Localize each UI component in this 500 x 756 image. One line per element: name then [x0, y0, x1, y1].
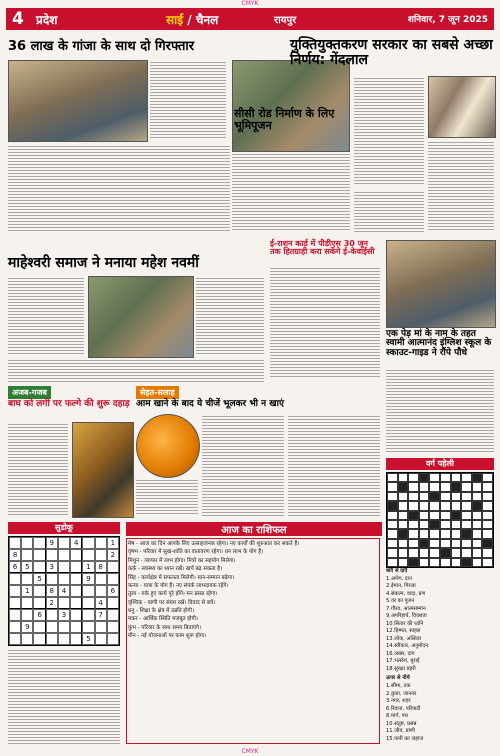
crossword-cell [398, 482, 409, 491]
crossword-cell [419, 492, 430, 501]
sudoku-cell: 9 [46, 537, 58, 549]
sudoku-cell [58, 621, 70, 633]
crossword-clue: 6.रिवाज, परिपाटी [386, 705, 421, 712]
sudoku-cell [33, 597, 45, 609]
body-bhumipujan [232, 152, 350, 232]
sudoku-cell [21, 609, 33, 621]
body-maheshwari-1 [8, 276, 84, 356]
headline-maheshwari: माहेश्वरी समाज ने मनाया महेश नवमीं [8, 255, 199, 271]
crossword-cell [451, 482, 462, 491]
sudoku-cell: 8 [95, 561, 107, 573]
crossword-cell [482, 501, 493, 510]
crossword-cell [419, 529, 430, 538]
sudoku-cell [33, 585, 45, 597]
crossword-cell [472, 529, 483, 538]
crossword-cell [472, 473, 483, 482]
sudoku-cell [46, 549, 58, 561]
sudoku-cell: 6 [33, 609, 45, 621]
crossword-cell [472, 511, 483, 520]
section-title: प्रदेश [36, 13, 58, 27]
page-header [6, 8, 494, 30]
crossword-cell [461, 520, 472, 529]
sudoku-cell [95, 621, 107, 633]
crossword-cell [387, 558, 398, 567]
crossword-cell [408, 482, 419, 491]
photo-bhumipujan [232, 60, 350, 152]
body-yuktiyuktakaran-1 [354, 76, 424, 186]
crossword-cell [482, 492, 493, 501]
crossword-cell [419, 511, 430, 520]
crossword-cell [398, 548, 409, 557]
crossword-cell [387, 511, 398, 520]
print-mark-bottom: CMYK [241, 748, 259, 755]
sudoku-grid [8, 536, 120, 646]
crossword-cell [482, 558, 493, 567]
body-health-3 [136, 478, 198, 516]
rashifal-entry: मिथुन - व्यापार में लाभ होगा। मित्रों का सहयोग मिलेगा। [128, 557, 236, 564]
body-health-1 [202, 414, 284, 516]
crossword-cell [440, 511, 451, 520]
crossword-cell [440, 548, 451, 557]
crossword-cell [440, 558, 451, 567]
crossword-cell [429, 511, 440, 520]
crossword-cell [429, 492, 440, 501]
crossword-clue: 11.जीव, प्राणी [386, 728, 416, 735]
sudoku-cell: 5 [33, 573, 45, 585]
body-yuktiyuktakaran-3 [354, 190, 424, 232]
sudoku-cell [82, 597, 94, 609]
label-ajab-gajab: अजब-गजब [8, 386, 51, 399]
crossword-clue: 18.सुरक्षा प्रहरी [386, 665, 416, 672]
sudoku-cell: 2 [46, 597, 58, 609]
crossword-cell [429, 501, 440, 510]
sudoku-cell: 6 [107, 585, 119, 597]
sudoku-cell [70, 549, 82, 561]
sudoku-cell: 9 [82, 573, 94, 585]
crossword-grid [386, 472, 494, 568]
crossword-clue: 12.हिम्मत, साहस [386, 628, 421, 635]
brand-part-b: चैनल [195, 13, 219, 27]
rashifal-entry: मकर - आर्थिक स्थिति मजबूत होगी। [128, 616, 198, 623]
sudoku-cell: 5 [21, 561, 33, 573]
sudoku-cell: 3 [58, 609, 70, 621]
crossword-cell [408, 473, 419, 482]
sudoku-cell [107, 621, 119, 633]
sudoku-cell [70, 609, 82, 621]
crossword-cell [387, 520, 398, 529]
sudoku-cell [21, 633, 33, 645]
crossword-cell [387, 473, 398, 482]
photo-gendlal [428, 76, 496, 138]
crossword-cell [440, 529, 451, 538]
sudoku-cell: 7 [95, 609, 107, 621]
crossword-cell [387, 482, 398, 491]
crossword-cell [482, 520, 493, 529]
sudoku-cell [33, 561, 45, 573]
crossword-clue: 2.ईमान, गिरजा [386, 583, 416, 590]
crossword-clue: 7.गौरव, आत्मसम्मान [386, 605, 426, 612]
crossword-cell [429, 539, 440, 548]
crossword-cell [408, 501, 419, 510]
sudoku-cell [82, 621, 94, 633]
crossword-cell [440, 482, 451, 491]
crossword-cell [440, 492, 451, 501]
print-mark-top: CMYK [241, 0, 259, 7]
crossword-cell [408, 529, 419, 538]
sudoku-cell: 8 [46, 585, 58, 597]
body-ganja-side [150, 60, 226, 140]
issue-date: शनिवार, 7 जून 2025 [407, 15, 488, 25]
sudoku-cell [46, 573, 58, 585]
photo-maheshwari [88, 276, 194, 358]
crossword-cell [451, 473, 462, 482]
crossword-cell [461, 548, 472, 557]
crossword-cell [398, 511, 409, 520]
crossword-cell [472, 558, 483, 567]
sudoku-cell: 5 [82, 633, 94, 645]
crossword-clue: 13.लोक, अस्तित्व [386, 635, 421, 642]
sudoku-cell [33, 633, 45, 645]
sudoku-cell [9, 633, 21, 645]
sudoku-cell [82, 537, 94, 549]
crossword-cell [440, 539, 451, 548]
crossword-cell [482, 529, 493, 538]
crossword-cell [440, 473, 451, 482]
rashifal-list [126, 538, 380, 744]
crossword-cell [461, 473, 472, 482]
crossword-cell [461, 482, 472, 491]
crossword-cell [451, 511, 462, 520]
crossword-cell [408, 558, 419, 567]
sudoku-cell [107, 609, 119, 621]
sudoku-cell [107, 597, 119, 609]
sudoku-cell [33, 537, 45, 549]
crossword-cell [461, 501, 472, 510]
crossword-clue: 17.भर्त्सना, बुराई [386, 658, 420, 665]
rashifal-entry: सिंह - कार्यक्षेत्र में सफलता मिलेगी। मान-सम्मान बढ़ेगा। [128, 574, 235, 581]
sudoku-cell [107, 561, 119, 573]
body-ganja [8, 144, 230, 232]
crossword-cell [429, 558, 440, 567]
headline-swami-atmanand: एक पेड़ मां के नाम के तहत स्वामी आत्मानंद इंग्लिश स्कूल के स्काउट-गाइड ने रौंपे पौधे [386, 329, 492, 358]
sudoku-cell [107, 573, 119, 585]
rashifal-entry: मेष - आज का दिन आपके लिए उत्साहजनक रहेगा। नए कार्यों की शुरुआत कर सकते हैं। [128, 541, 300, 547]
crossword-clue: 10.संतुष्ट, प्रसन्न [386, 720, 417, 727]
crossword-cell [398, 473, 409, 482]
crossword-cell [482, 511, 493, 520]
sudoku-title: सुडोकू [8, 522, 120, 534]
crossword-cell [461, 492, 472, 501]
sudoku-cell [9, 573, 21, 585]
sudoku-cell [9, 609, 21, 621]
sudoku-cell: 4 [58, 585, 70, 597]
sudoku-cell: 4 [70, 537, 82, 549]
sudoku-cell: 1 [21, 585, 33, 597]
crossword-cell [419, 539, 430, 548]
sudoku-cell [58, 633, 70, 645]
sudoku-cell: 3 [46, 561, 58, 573]
crossword-cell [408, 511, 419, 520]
sudoku-cell [70, 585, 82, 597]
rashifal-entry: कुंभ - परिवार के साथ समय बिताएंगे। [128, 624, 202, 631]
crossword-cell [398, 529, 409, 538]
sudoku-cell [95, 573, 107, 585]
crossword-cell [482, 539, 493, 548]
sudoku-cell [58, 537, 70, 549]
sudoku-instructions [8, 648, 120, 744]
crossword-cell [472, 501, 483, 510]
crossword-cell [408, 492, 419, 501]
crossword-clue: 14.स्वीकार, अनुमोदन [386, 643, 429, 650]
crossword-cell [472, 492, 483, 501]
crossword-cell [440, 520, 451, 529]
body-health-2 [288, 414, 380, 516]
crossword-cell [461, 558, 472, 567]
sudoku-cell [9, 537, 21, 549]
body-maheshwari-3 [8, 358, 264, 382]
newspaper-brand: साईं / चैनल [166, 13, 219, 27]
crossword-clue: 2.कुत्ता, जानवर [386, 690, 417, 697]
sudoku-cell [58, 573, 70, 585]
crossword-cell [419, 482, 430, 491]
sudoku-cell [21, 549, 33, 561]
clues-down-list [386, 683, 494, 743]
sudoku-cell [70, 597, 82, 609]
headline-ganja: 36 लाख के गांजा के साथ दो गिरफ्तार [8, 39, 195, 54]
crossword-clue: 15.पानी का जहाज [386, 735, 424, 742]
sudoku-cell: 1 [82, 561, 94, 573]
crossword-cell [387, 539, 398, 548]
photo-tiger [72, 422, 134, 518]
crossword-cell [398, 539, 409, 548]
crossword-cell [451, 520, 462, 529]
sudoku-cell [95, 549, 107, 561]
crossword-cell [451, 492, 462, 501]
crossword-clue: 4.संकल्प, वादा, प्रण [386, 590, 426, 597]
crossword-cell [419, 501, 430, 510]
crossword-cell [451, 529, 462, 538]
crossword-clue: 1.सीमा, तक [386, 682, 411, 689]
sudoku-cell [95, 585, 107, 597]
sudoku-cell [9, 621, 21, 633]
sudoku-cell: 2 [107, 549, 119, 561]
sudoku-cell [95, 537, 107, 549]
crossword-cell [408, 548, 419, 557]
brand-part-a: साईं [166, 13, 184, 27]
crossword-clue: 5.वर का पूजन [386, 598, 415, 605]
sudoku-cell: 9 [21, 621, 33, 633]
headline-ajab-gajab: बाघ को लगी पर फल्गे की शुरू दहाड़ [8, 399, 130, 409]
rashifal-entry: मीन - नई योजनाओं पर काम शुरू होगा। [128, 633, 207, 640]
crossword-cell [387, 548, 398, 557]
sudoku-cell: 6 [9, 561, 21, 573]
page-number: 4 [12, 9, 24, 29]
photo-ganja-arrest [8, 60, 148, 142]
sudoku-cell [21, 573, 33, 585]
body-swami-atmanand [386, 368, 494, 452]
body-maheshwari-2 [196, 276, 264, 356]
crossword-cell [429, 482, 440, 491]
headline-e-ration: ई-राशन कार्ड में पीडीएस 30 जून तक हितग्राही करा सकेंगे ई-केवाईसी [270, 239, 375, 257]
crossword-cell [461, 539, 472, 548]
sudoku-cell: 1 [107, 537, 119, 549]
crossword-cell [419, 473, 430, 482]
sudoku-cell [33, 621, 45, 633]
headline-health: आम खाने के बाद ये चीजें भूलकर भी न खाएं [136, 399, 284, 409]
clues-down-title: ऊपर से नीचे [386, 675, 410, 682]
crossword-cell [461, 511, 472, 520]
sudoku-cell [70, 573, 82, 585]
crossword-cell [398, 520, 409, 529]
rashifal-entry: वृषभ - परिवार में सुख-शांति का वातावरण रहेगा। धन लाभ के योग हैं। [128, 549, 264, 556]
sudoku-cell [46, 609, 58, 621]
rashifal-entry: धनु - शिक्षा के क्षेत्र में उन्नति होगी। [128, 608, 195, 614]
sudoku-cell [9, 585, 21, 597]
crossword-clue: 9.अपरिहार्य, विवशता [386, 613, 427, 620]
crossword-cell [472, 548, 483, 557]
crossword-cell [419, 520, 430, 529]
crossword-cell [451, 539, 462, 548]
crossword-cell [451, 548, 462, 557]
clues-across-title: बाएँ से दाएँ [386, 568, 408, 574]
sudoku-cell [95, 633, 107, 645]
crossword-cell [398, 558, 409, 567]
crossword-clues [386, 568, 494, 744]
sudoku-cell [58, 597, 70, 609]
crossword-cell [429, 548, 440, 557]
sudoku-cell [82, 609, 94, 621]
sudoku-cell [58, 561, 70, 573]
clues-across-list [386, 576, 494, 674]
crossword-cell [451, 558, 462, 567]
sudoku-cell [21, 597, 33, 609]
crossword-cell [461, 529, 472, 538]
edition-city: रायपुर [274, 15, 297, 26]
rashifal-entry: कन्या - यात्रा के योग हैं। नए संपर्क लाभदायक रहेंगे। [128, 582, 229, 589]
crossword-clue: 8.मार्ग, पथ [386, 713, 408, 720]
photo-scout-guide [386, 240, 496, 328]
rashifal-title: आज का राशिफल [126, 522, 382, 536]
crossword-cell [472, 482, 483, 491]
photo-mango [136, 414, 200, 478]
body-e-ration [270, 266, 380, 378]
crossword-cell [429, 529, 440, 538]
crossword-cell [451, 501, 462, 510]
sudoku-cell [46, 633, 58, 645]
sudoku-cell [9, 597, 21, 609]
sudoku-cell [46, 621, 58, 633]
crossword-cell [408, 539, 419, 548]
crossword-cell [440, 501, 451, 510]
crossword-cell [429, 473, 440, 482]
crossword-cell [398, 492, 409, 501]
headline-bhumipujan: सीसी रोड निर्माण के लिए भूमिपूजन [234, 107, 335, 132]
rashifal-entry: वृश्चिक - वाणी पर संयम रखें। विवाद से बचें। [128, 599, 216, 606]
crossword-cell [408, 520, 419, 529]
sudoku-cell [70, 561, 82, 573]
crossword-title: वर्ग पहेली [386, 458, 494, 470]
sudoku-cell [70, 633, 82, 645]
body-ajab-gajab [8, 422, 68, 516]
sudoku-cell [82, 585, 94, 597]
crossword-cell [387, 492, 398, 501]
crossword-cell [482, 482, 493, 491]
crossword-cell [387, 529, 398, 538]
crossword-cell [419, 548, 430, 557]
sudoku-cell [33, 549, 45, 561]
sudoku-cell: 8 [9, 549, 21, 561]
body-yuktiyuktakaran-2 [428, 140, 494, 232]
crossword-cell [472, 539, 483, 548]
sudoku-cell [21, 537, 33, 549]
rashifal-entry: तुला - रुके हुए कार्य पूरे होंगे। मन प्रसन्न रहेगा। [128, 591, 218, 598]
crossword-cell [472, 520, 483, 529]
crossword-clue: 1.अर्पण, दान [386, 575, 412, 582]
crossword-cell [482, 473, 493, 482]
crossword-cell [398, 501, 409, 510]
crossword-cell [429, 520, 440, 529]
crossword-clue: 3.नगर, शहर [386, 698, 411, 705]
headline-yuktiyuktakaran: युक्तियुक्तकरण सरकार का सबसे अच्छा निर्णय: गेंदलाल [290, 37, 493, 68]
crossword-clue: 16.जख्म, दाग [386, 650, 415, 657]
crossword-clue: 10.सितार की ध्वनि [386, 620, 424, 627]
sudoku-cell: 4 [95, 597, 107, 609]
crossword-cell [482, 548, 493, 557]
sudoku-cell [70, 621, 82, 633]
crossword-cell [419, 558, 430, 567]
label-sehat-salah: सेहत-सलाह [136, 386, 179, 399]
sudoku-cell [82, 549, 94, 561]
sudoku-cell [58, 549, 70, 561]
rashifal-entry: कर्क - स्वास्थ्य का ध्यान रखें। खर्च बढ़ सकता है। [128, 566, 223, 573]
sudoku-cell [107, 633, 119, 645]
crossword-cell [387, 501, 398, 510]
